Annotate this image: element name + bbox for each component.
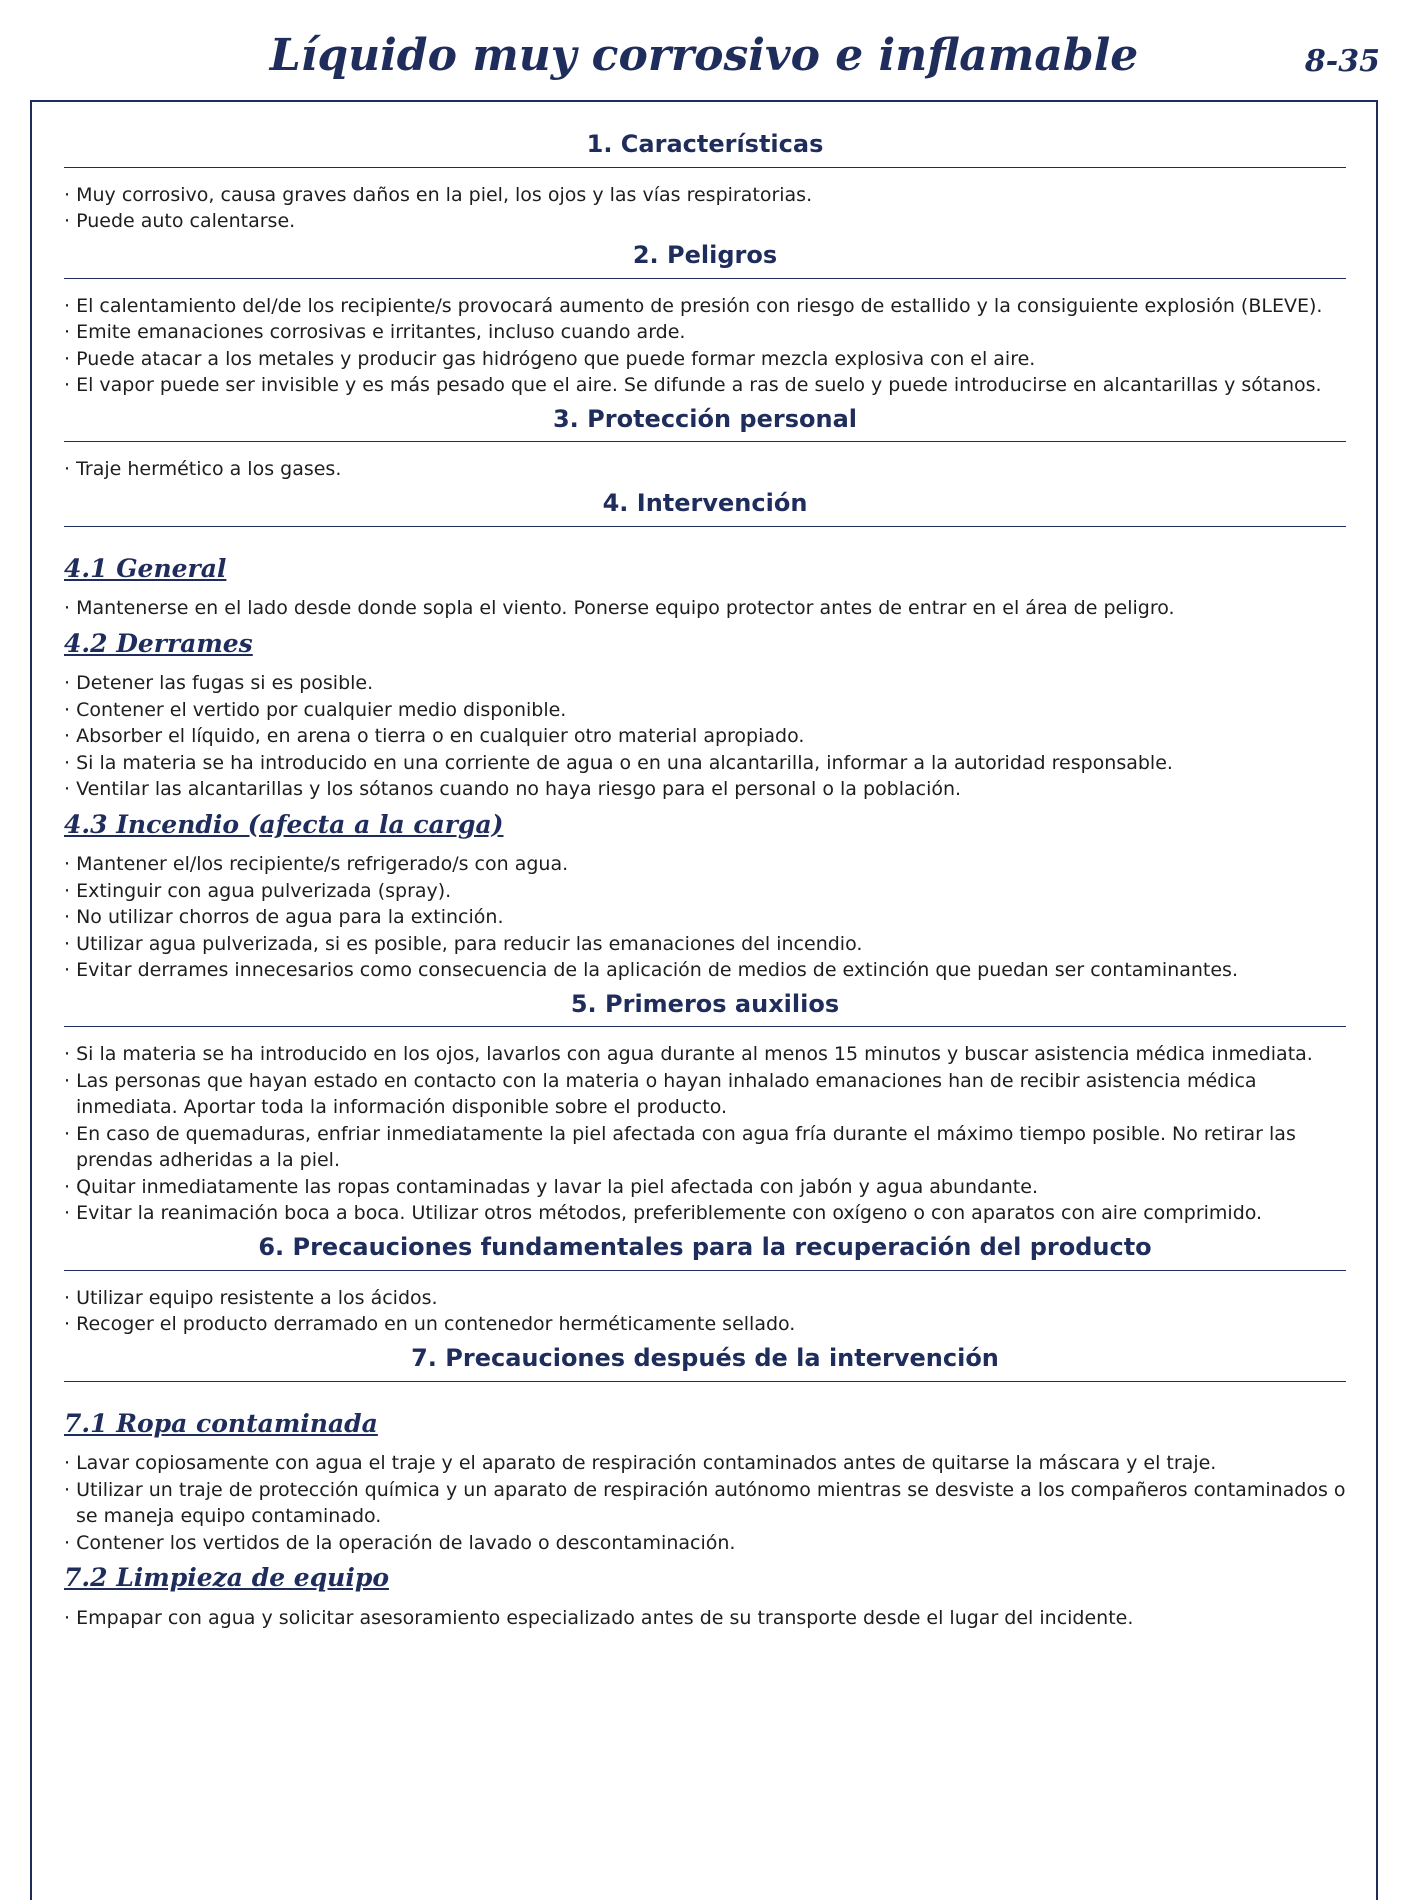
section-primeros-auxilios: [64, 990, 1346, 1227]
section-peligros: [64, 241, 1346, 399]
section-title: 5. Primeros auxilios: [64, 990, 1346, 1028]
bullet-list: [64, 1450, 1346, 1556]
bullet-list: [64, 1041, 1346, 1227]
list-item: · Mantenerse en el lado desde donde sopla el viento. Ponerse equipo protector antes de entrar en el área de peligro.: [64, 595, 1346, 622]
subsection-title: 4.2 Derrames: [64, 628, 253, 658]
list-item: · Ventilar las alcantarillas y los sótanos cuando no haya riesgo para el personal o la población.: [64, 776, 1346, 803]
content-body: [64, 130, 1346, 1631]
section-title: 3. Protección personal: [64, 405, 1346, 443]
subsection-title: 4.1 General: [64, 553, 227, 583]
bullet-list: [64, 595, 1346, 622]
list-item: · Quitar inmediatamente las ropas contaminadas y lavar la piel afectada con jabón y agua abundante.: [64, 1174, 1346, 1201]
list-item: · Contener los vertidos de la operación de lavado o descontaminación.: [64, 1530, 1346, 1557]
section-caracteristicas: [64, 130, 1346, 235]
section-intervencion: [64, 489, 1346, 984]
subsection-title: 7.1 Ropa contaminada: [64, 1408, 378, 1438]
list-item: · Las personas que hayan estado en contacto con la materia o hayan inhalado emanaciones han de recibir asistencia médica inmediata. Aportar toda la información disponible sobre el producto.: [64, 1068, 1346, 1121]
list-item: · El vapor puede ser invisible y es más pesado que el aire. Se difunde a ras de suelo y puede introducirse en alcantarillas y sótanos.: [64, 372, 1346, 399]
section-title: 4. Intervención: [64, 489, 1346, 527]
bullet-list: [64, 1605, 1346, 1632]
bullet-list: [64, 1285, 1346, 1338]
bullet-list: [64, 456, 1346, 483]
bullet-list: [64, 182, 1346, 235]
subsection-derrames: [64, 628, 1346, 803]
list-item: · Evitar derrames innecesarios como consecuencia de la aplicación de medios de extinción que puedan ser contaminantes.: [64, 957, 1346, 984]
section-proteccion-personal: [64, 405, 1346, 483]
bullet-list: [64, 851, 1346, 984]
list-item: · Si la materia se ha introducido en una corriente de agua o en una alcantarilla, informar a la autoridad responsable.: [64, 750, 1346, 777]
subsection-limpieza-equipo: [64, 1562, 1346, 1631]
list-item: · Contener el vertido por cualquier medio disponible.: [64, 697, 1346, 724]
subsection-incendio: [64, 809, 1346, 984]
list-item: · Extinguir con agua pulverizada (spray).: [64, 878, 1346, 905]
section-title: 1. Características: [64, 130, 1346, 168]
list-item: · Lavar copiosamente con agua el traje y el aparato de respiración contaminados antes de quitarse la máscara y el traje.: [64, 1450, 1346, 1477]
list-item: · Recoger el producto derramado en un contenedor herméticamente sellado.: [64, 1311, 1346, 1338]
page-title: Líquido muy corrosivo e inflamable: [269, 30, 1139, 81]
section-title: 7. Precauciones después de la intervención: [64, 1344, 1346, 1382]
section-title: 6. Precauciones fundamentales para la recuperación del producto: [64, 1233, 1346, 1271]
subsection-title: 4.3 Incendio (afecta a la carga): [64, 809, 504, 839]
page-number: 8-35: [1304, 44, 1380, 79]
subsection-general: [64, 553, 1346, 622]
list-item: · Puede auto calentarse.: [64, 208, 1346, 235]
section-title: 2. Peligros: [64, 241, 1346, 279]
list-item: · Utilizar equipo resistente a los ácidos.: [64, 1285, 1346, 1312]
list-item: · Puede atacar a los metales y producir gas hidrógeno que puede formar mezcla explosiva con el aire.: [64, 346, 1346, 373]
list-item: · El calentamiento del/de los recipiente/s provocará aumento de presión con riesgo de estallido y la consiguiente explosión (BLEVE).: [64, 293, 1346, 320]
list-item: · Evitar la reanimación boca a boca. Utilizar otros métodos, preferiblemente con oxígeno o con aparatos con aire comprimido.: [64, 1200, 1346, 1227]
list-item: · Empapar con agua y solicitar asesoramiento especializado antes de su transporte desde el lugar del incidente.: [64, 1605, 1346, 1632]
list-item: · Absorber el líquido, en arena o tierra o en cualquier otro material apropiado.: [64, 723, 1346, 750]
list-item: · No utilizar chorros de agua para la extinción.: [64, 904, 1346, 931]
list-item: · Utilizar agua pulverizada, si es posible, para reducir las emanaciones del incendio.: [64, 931, 1346, 958]
list-item: · Traje hermético a los gases.: [64, 456, 1346, 483]
list-item: · Emite emanaciones corrosivas e irritantes, incluso cuando arde.: [64, 319, 1346, 346]
list-item: · Utilizar un traje de protección química y un aparato de respiración autónomo mientras se desviste a los compañeros contaminados o se maneja equipo contaminado.: [64, 1477, 1346, 1530]
list-item: · Muy corrosivo, causa graves daños en la piel, los ojos y las vías respiratorias.: [64, 182, 1346, 209]
subsection-ropa-contaminada: [64, 1408, 1346, 1557]
subsection-title: 7.2 Limpieza de equipo: [64, 1563, 390, 1593]
list-item: · Mantener el/los recipiente/s refrigerado/s con agua.: [64, 851, 1346, 878]
list-item: · En caso de quemaduras, enfriar inmediatamente la piel afectada con agua fría durante el máximo tiempo posible. No retirar las prendas adheridas a la piel.: [64, 1121, 1346, 1174]
list-item: · Detener las fugas si es posible.: [64, 670, 1346, 697]
bullet-list: [64, 293, 1346, 399]
bullet-list: [64, 670, 1346, 803]
section-precauciones-despues: [64, 1344, 1346, 1631]
section-precauciones-recuperacion: [64, 1233, 1346, 1338]
list-item: · Si la materia se ha introducido en los ojos, lavarlos con agua durante al menos 15 minutos y buscar asistencia médica inmediata.: [64, 1041, 1346, 1068]
